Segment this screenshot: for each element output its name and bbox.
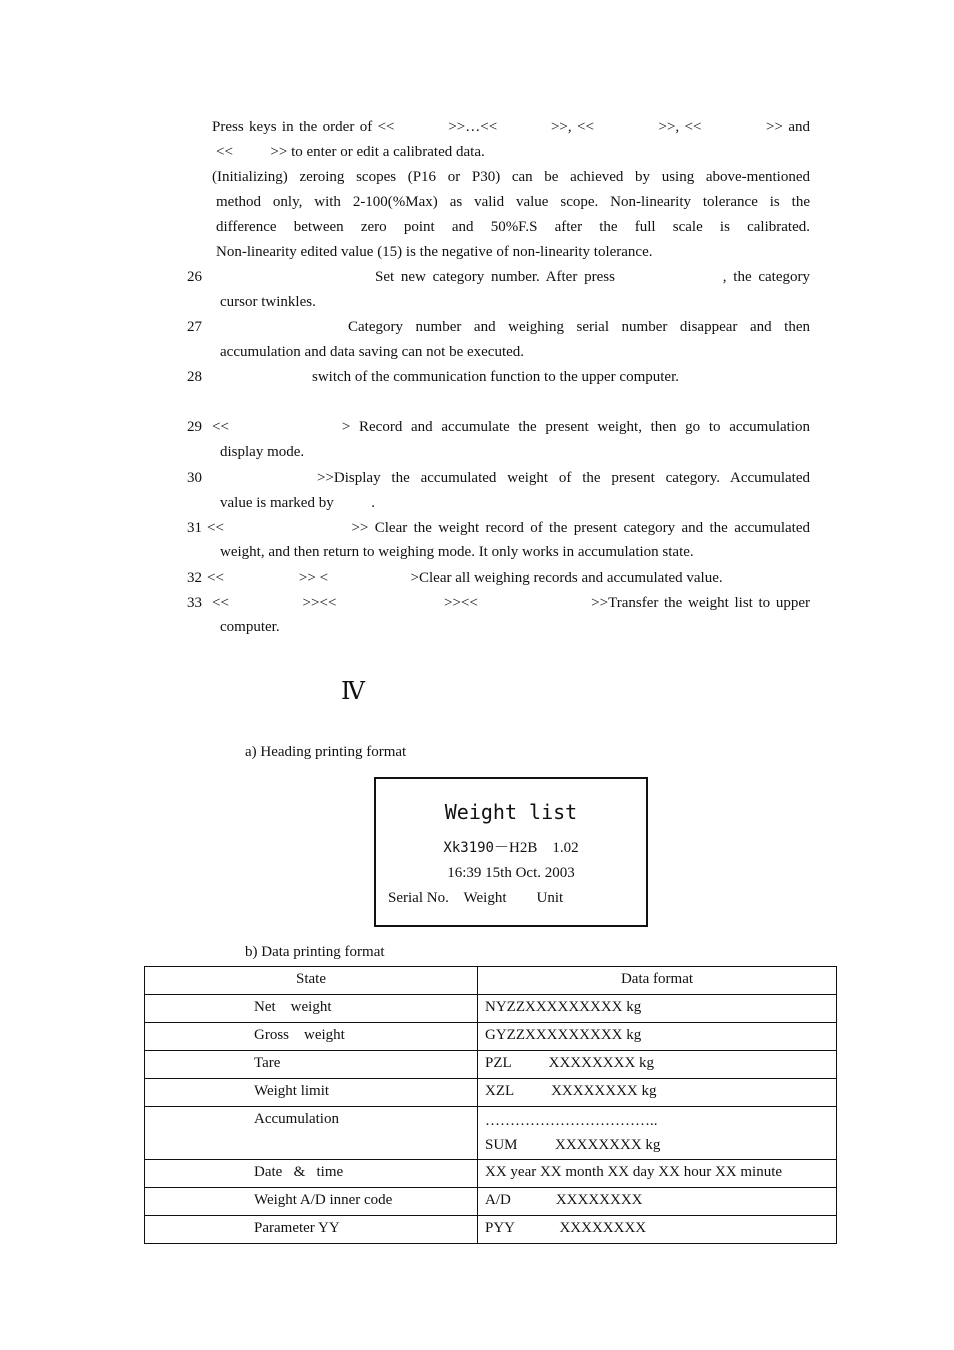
body-line-15: value is marked by . bbox=[220, 495, 375, 511]
body-line-6: Non-linearity edited value (15) is the negative of non-linearity tolerance. bbox=[216, 244, 653, 260]
item-number-27: 27 bbox=[187, 319, 202, 335]
table-row bbox=[145, 995, 837, 1023]
item-number-26: 26 bbox=[187, 269, 202, 285]
body-line-3: (Initializing) zeroing scopes (P16 or P30) can be achieved by using above-mentioned bbox=[212, 169, 810, 185]
state-cell: Gross weight bbox=[145, 1023, 478, 1051]
table-row bbox=[145, 1079, 837, 1107]
state-cell: Weight A/D inner code bbox=[145, 1188, 478, 1216]
format-cell: GYZZXXXXXXXXX kg bbox=[478, 1023, 837, 1051]
item-number-33: 33 bbox=[187, 595, 202, 611]
body-line-13: display mode. bbox=[220, 444, 305, 460]
format-cell: A/D XXXXXXXX bbox=[478, 1188, 837, 1216]
body-line-14: >>Display the accumulated weight of the present category. Accumulated bbox=[317, 470, 810, 486]
format-cell: NYZZXXXXXXXXX kg bbox=[478, 995, 837, 1023]
header-state: State bbox=[145, 967, 478, 995]
state-cell: Weight limit bbox=[145, 1079, 478, 1107]
state-cell: Net weight bbox=[145, 995, 478, 1023]
model-prefix: Xk3190 bbox=[443, 840, 494, 856]
weight-list-title: Weight list bbox=[444, 800, 578, 824]
heading-format-label: a) Heading printing format bbox=[245, 744, 407, 760]
state-cell: Accumulation bbox=[145, 1107, 478, 1160]
body-line-20: computer. bbox=[220, 619, 280, 635]
body-line-19: << >><< >><< >>Transfer the weight list to upper bbox=[212, 595, 810, 611]
state-cell: Tare bbox=[145, 1051, 478, 1079]
state-cell: Parameter YY bbox=[145, 1216, 478, 1244]
format-cell bbox=[478, 1107, 837, 1160]
item-number-30: 30 bbox=[187, 470, 202, 486]
table-row bbox=[145, 1216, 837, 1244]
table-row bbox=[145, 1107, 837, 1160]
format-line: SUM XXXXXXXX kg bbox=[485, 1137, 661, 1153]
data-format-table bbox=[144, 966, 837, 1244]
body-line-12: << > Record and accumulate the present weight, then go to accumulation bbox=[212, 419, 810, 435]
heading-print-sample bbox=[374, 777, 648, 927]
header-data-format: Data format bbox=[478, 967, 837, 995]
item-number-29: 29 bbox=[187, 419, 202, 435]
body-line-2: << >> to enter or edit a calibrated data. bbox=[216, 144, 485, 160]
model-line bbox=[376, 838, 646, 858]
body-line-17: weight, and then return to weighing mode. It only works in accumulation state. bbox=[220, 544, 694, 560]
table-header-row bbox=[145, 967, 837, 995]
body-line-18: << >> < >Clear all weighing records and accumulated value. bbox=[207, 570, 723, 586]
item-number-32: 32 bbox=[187, 570, 202, 586]
body-line-11: switch of the communication function to the upper computer. bbox=[312, 369, 679, 385]
table-row bbox=[145, 1023, 837, 1051]
state-cell: Date & time bbox=[145, 1160, 478, 1188]
section-numeral: Ⅳ bbox=[341, 679, 365, 705]
body-line-1: Press keys in the order of << >>…<< >>, << >>, << >> and bbox=[212, 119, 810, 135]
columns-line: Serial No. Weight Unit bbox=[388, 890, 564, 906]
datetime-line: 16:39 15th Oct. 2003 bbox=[447, 865, 575, 881]
format-cell: XX year XX month XX day XX hour XX minute bbox=[478, 1160, 837, 1188]
item-number-31: 31 bbox=[187, 520, 202, 536]
format-cell: PYY XXXXXXXX bbox=[478, 1216, 837, 1244]
body-line-8: cursor twinkles. bbox=[220, 294, 316, 310]
body-line-7: Set new category number. After press , the category bbox=[375, 269, 810, 285]
body-line-10: accumulation and data saving can not be executed. bbox=[220, 344, 525, 360]
format-cell: XZL XXXXXXXX kg bbox=[478, 1079, 837, 1107]
data-format-label: b) Data printing format bbox=[245, 944, 385, 960]
table-row bbox=[145, 1051, 837, 1079]
item-number-28: 28 bbox=[187, 369, 202, 385]
body-line-9: Category number and weighing serial number disappear and then bbox=[348, 319, 810, 335]
format-cell: PZL XXXXXXXX kg bbox=[478, 1051, 837, 1079]
body-line-5: difference between zero point and 50%F.S after the full scale is calibrated. bbox=[216, 219, 810, 235]
body-line-4: method only, with 2-100(%Max) as valid value scope. Non-linearity tolerance is the bbox=[216, 194, 810, 210]
model-suffix: －H2B 1.02 bbox=[493, 840, 579, 856]
table-row bbox=[145, 1160, 837, 1188]
format-line: …………………………….. bbox=[485, 1113, 658, 1129]
table-row bbox=[145, 1188, 837, 1216]
body-line-16: << >> Clear the weight record of the present category and the accumulated bbox=[207, 520, 810, 536]
